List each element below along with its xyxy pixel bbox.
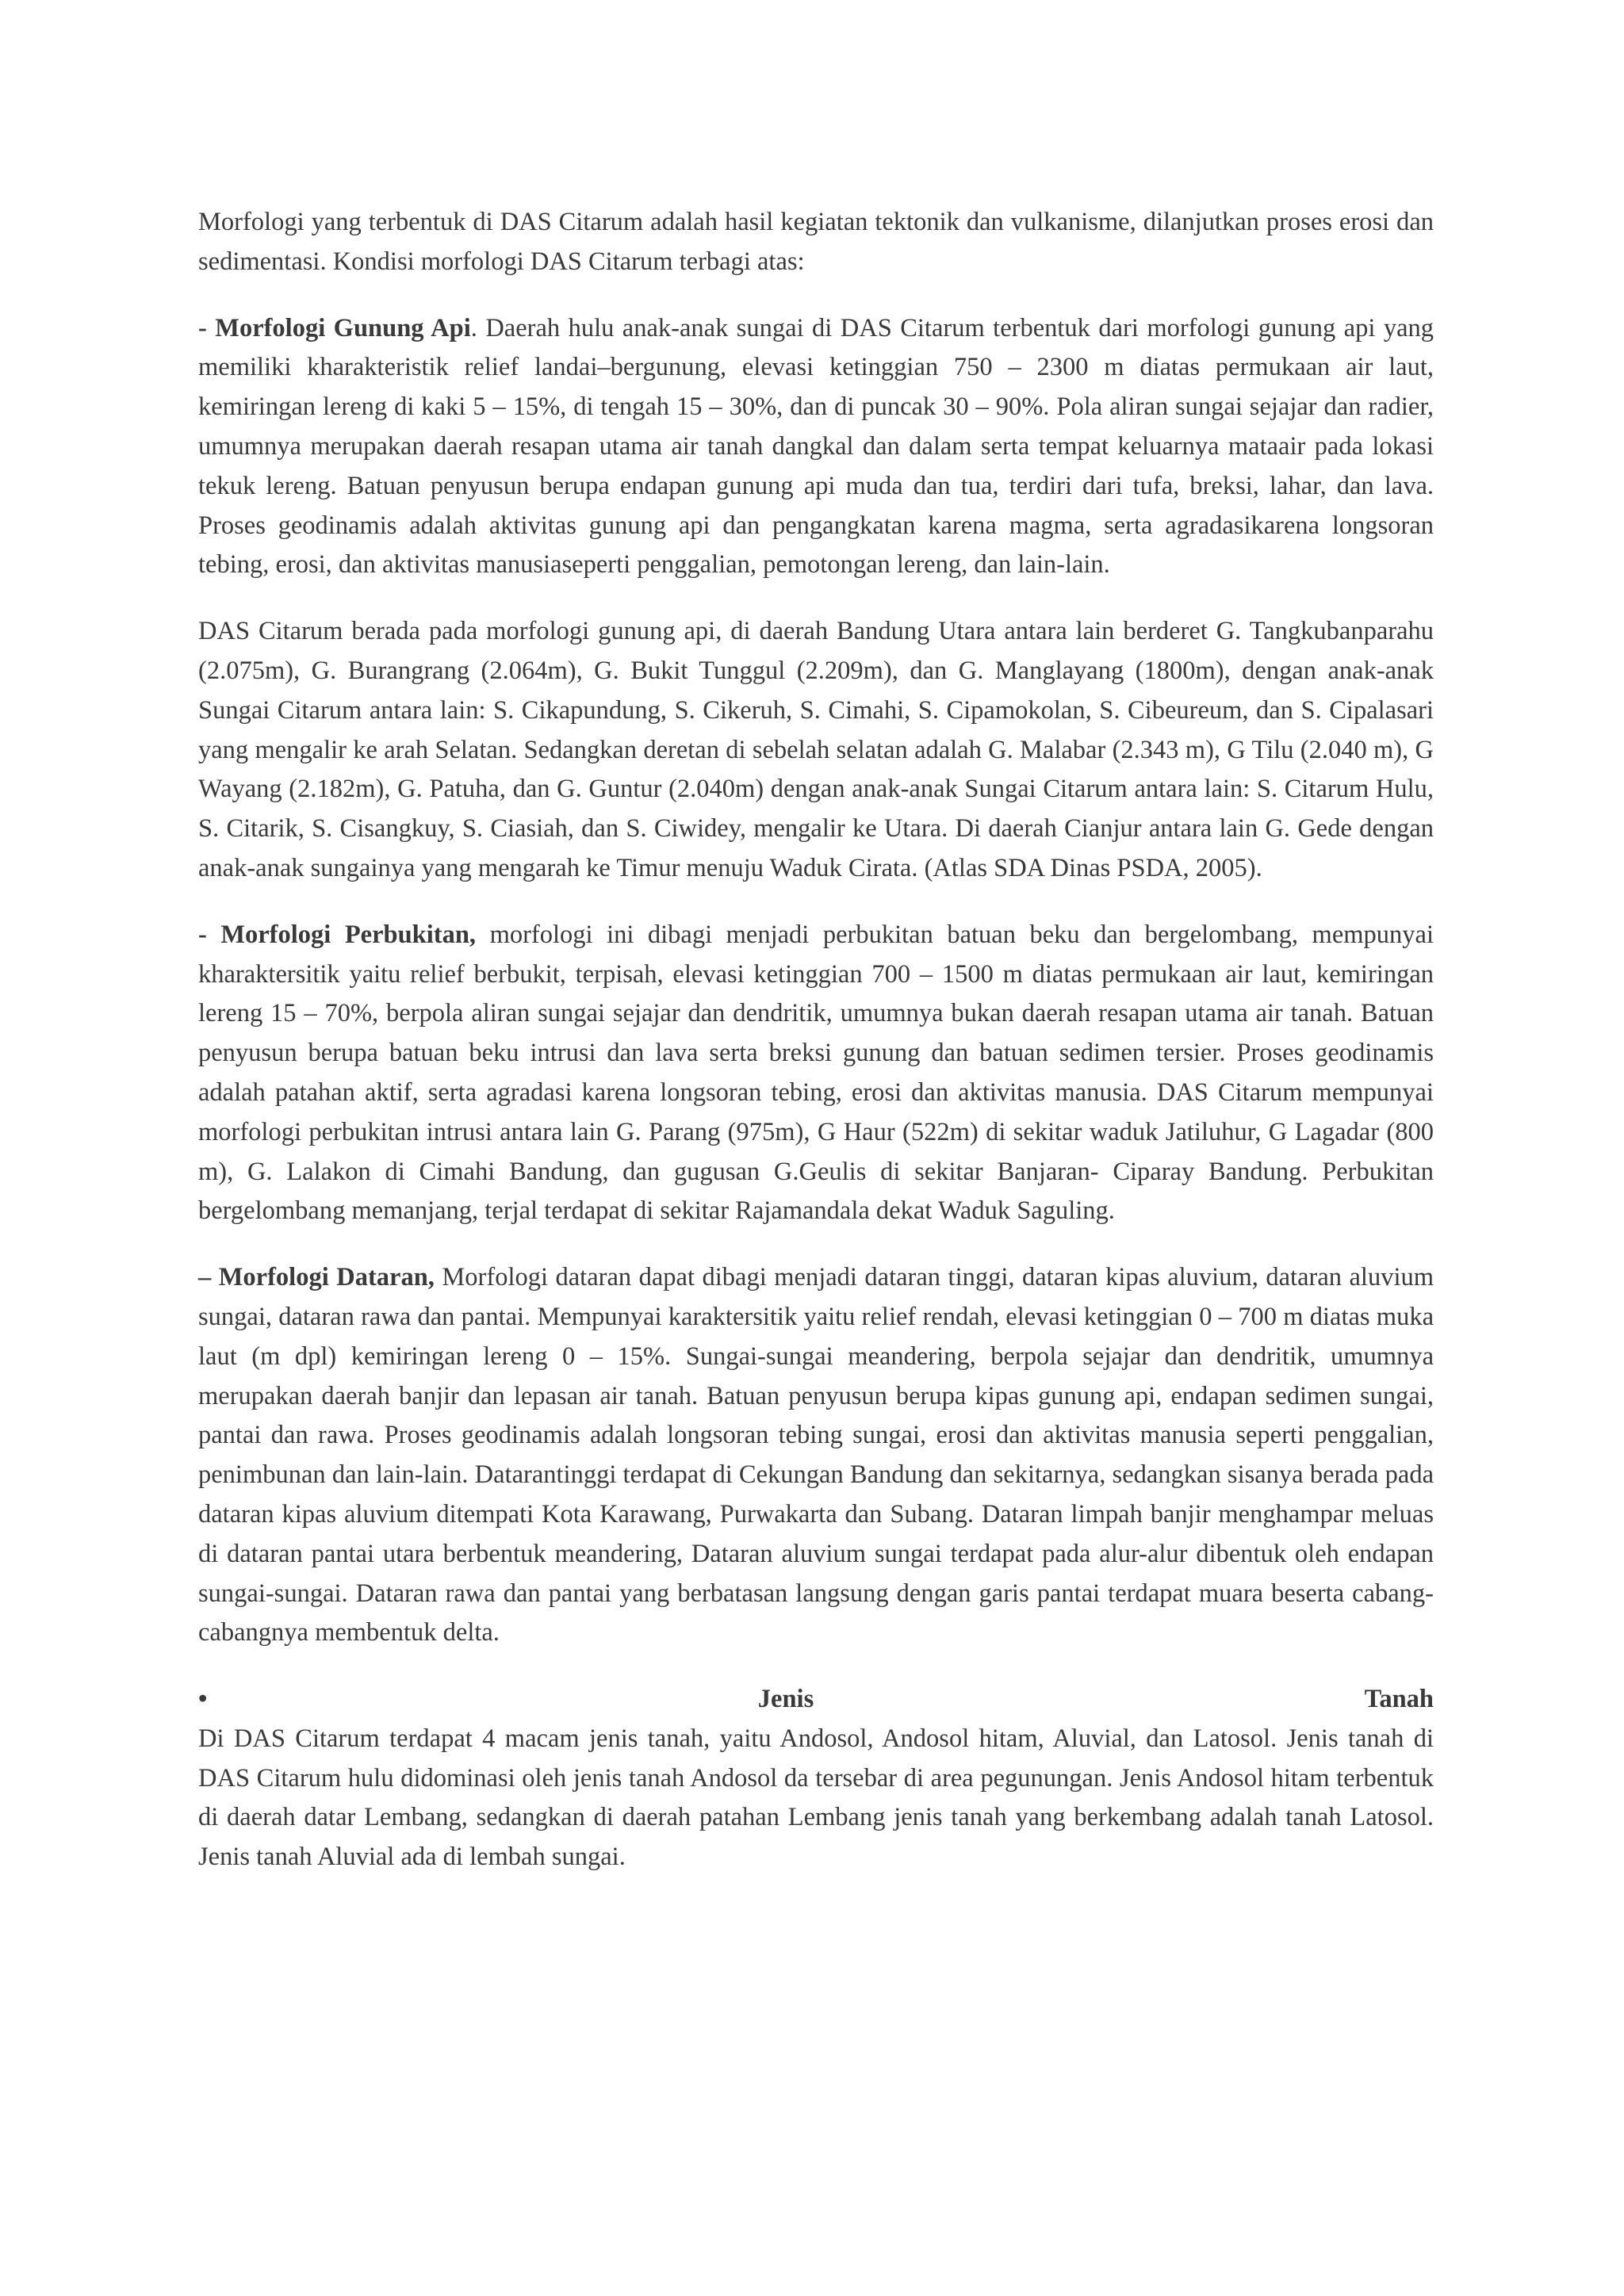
perbukitan-heading: - Morfologi Perbukitan, [198, 920, 477, 949]
document-page [198, 203, 1434, 1877]
jenis-tanah-heading [198, 1680, 1434, 1720]
dataran-text: Morfologi dataran dapat dibagi menjadi dataran tinggi, dataran kipas aluvium, dataran aluvium sungai, dataran rawa dan pantai. Mempunyai karaktersitik yaitu relief rendah, elevasi ketinggian 0 – 700 m diatas muka laut (m dpl) kemiringan lereng 0 – 15%. Sungai-sungai meandering, berpola sejajar dan dendritik, umumnya merupakan daerah banjir dan lepasan air tanah. Batuan penyusun berupa kipas gunung api, endapan sedimen sungai, pantai dan rawa. Proses geodinamis adalah longsoran tebing sungai, erosi dan aktivitas manusia seperti penggalian, penimbunan dan lain-lain. Datarantinggi terdapat di Cekungan Bandung dan sekitarnya, sedangkan sisanya berada pada dataran kipas aluvium ditempati Kota Karawang, Purwakarta dan Subang. Dataran limpah banjir menghampar meluas di dataran pantai utara berbentuk meandering, Dataran aluvium sungai terdapat pada alur-alur dibentuk oleh endapan sungai-sungai. Dataran rawa dan pantai yang berbatasan langsung dengan garis pantai terdapat muara beserta cabang-cabangnya membentuk delta. [198, 1263, 1434, 1647]
perbukitan-text: morfologi ini dibagi menjadi perbukitan batuan beku dan bergelombang, mempunyai kharaktersitik yaitu relief berbukit, terpisah, elevasi ketinggian 700 – 1500 m diatas permukaan air laut, kemiringan lereng 15 – 70%, berpola aliran sungai sejajar dan dendritik, umumnya bukan daerah resapan utama air tanah. Batuan penyusun berupa batuan beku intrusi dan lava serta breksi gunung dan batuan sedimen tersier. Proses geodinamis adalah patahan aktif, serta agradasi karena longsoran tebing, erosi dan aktivitas manusia. DAS Citarum mempunyai morfologi perbukitan intrusi antara lain G. Parang (975m), G Haur (522m) di sekitar waduk Jatiluhur, G Lagadar (800 m), G. Lalakon di Cimahi Bandung, dan gugusan G.Geulis di sekitar Banjaran- Ciparay Bandung. Perbukitan bergelombang memanjang, terjal terdapat di sekitar Rajamandala dekat Waduk Saguling. [198, 920, 1434, 1226]
perbukitan-paragraph [198, 916, 1434, 1231]
gunung-api-detail-paragraph: DAS Citarum berada pada morfologi gunung api, di daerah Bandung Utara antara lain berderet G. Tangkubanparahu (2.075m), G. Burangrang (2.064m), G. Bukit Tunggul (2.209m), dan G. Manglayang (1800m), dengan anak-anak Sungai Citarum antara lain: S. Cikapundung, S. Cikeruh, S. Cimahi, S. Cipamokolan, S. Cibeureum, dan S. Cipalasari yang mengalir ke arah Selatan. Sedangkan deretan di sebelah selatan adalah G. Malabar (2.343 m), G Tilu (2.040 m), G Wayang (2.182m), G. Patuha, dan G. Guntur (2.040m) dengan anak-anak Sungai Citarum antara lain: S. Citarum Hulu, S. Citarik, S. Cisangkuy, S. Ciasiah, dan S. Ciwidey, mengalir ke Utara. Di daerah Cianjur antara lain G. Gede dengan anak-anak sungainya yang mengarah ke Timur menuju Waduk Cirata. (Atlas SDA Dinas PSDA, 2005). [198, 617, 1434, 882]
jenis-tanah-word-1: Jenis [757, 1685, 814, 1714]
bullet-icon: • [198, 1685, 208, 1714]
dataran-heading: – Morfologi Dataran, [198, 1263, 435, 1292]
dataran-paragraph [198, 1258, 1434, 1653]
intro-paragraph: Morfologi yang terbentuk di DAS Citarum adalah hasil kegiatan tektonik dan vulkanisme, dilanjutkan proses erosi dan sedimentasi. Kondisi morfologi DAS Citarum terbagi atas: [198, 208, 1434, 276]
jenis-tanah-paragraph: Di DAS Citarum terdapat 4 macam jenis tanah, yaitu Andosol, Andosol hitam, Aluvial, dan Latosol. Jenis tanah di DAS Citarum hulu didominasi oleh jenis tanah Andosol da tersebar di area pegunungan. Jenis Andosol hitam terbentuk di daerah datar Lembang, sedangkan di daerah patahan Lembang jenis tanah yang berkembang adalah tanah Latosol. Jenis tanah Aluvial ada di lembah sungai. [198, 1724, 1434, 1872]
gunung-api-text: . Daerah hulu anak-anak sungai di DAS Citarum terbentuk dari morfologi gunung api yang memiliki kharakteristik relief landai–bergunung, elevasi ketinggian 750 – 2300 m diatas permukaan air laut, kemiringan lereng di kaki 5 – 15%, di tengah 15 – 30%, dan di puncak 30 – 90%. Pola aliran sungai sejajar dan radier, umumnya merupakan daerah resapan utama air tanah dangkal dan dalam serta tempat keluarnya mataair pada lokasi tekuk lereng. Batuan penyusun berupa endapan gunung api muda dan tua, terdiri dari tufa, breksi, lahar, dan lava. Proses geodinamis adalah aktivitas gunung api dan pengangkatan karena magma, serta agradasikarena longsoran tebing, erosi, dan aktivitas manusiaseperti penggalian, pemotongan lereng, dan lain-lain. [198, 313, 1434, 580]
gunung-api-paragraph [198, 309, 1434, 586]
jenis-tanah-word-2: Tanah [1364, 1685, 1434, 1714]
gunung-api-heading: - Morfologi Gunung Api [198, 313, 471, 342]
jenis-tanah-section [198, 1680, 1434, 1877]
